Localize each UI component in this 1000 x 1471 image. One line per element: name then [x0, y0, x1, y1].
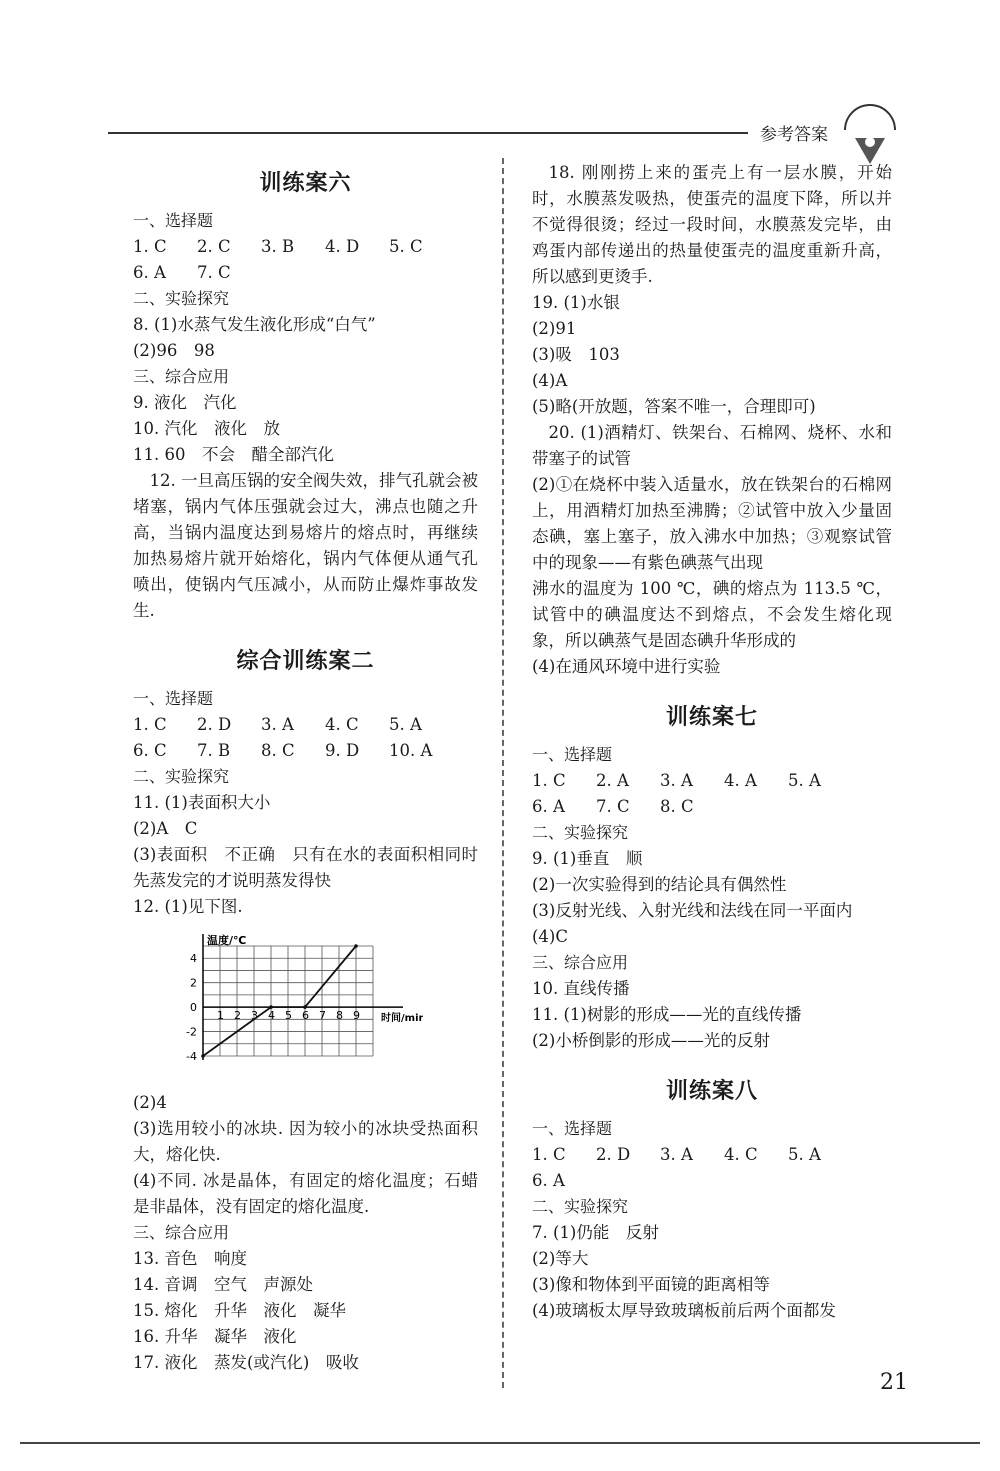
answer-item: 1. C: [532, 1145, 566, 1164]
section-heading: 二、实验探究: [532, 1197, 629, 1216]
answer-row: [133, 738, 478, 764]
right-column: [532, 160, 892, 1324]
answer-item: 1. C: [133, 237, 167, 256]
answer-paragraph: 18. 刚刚捞上来的蛋壳上有一层水膜，开始时，水膜蒸发吸热，使蛋壳的温度下降，所以并不觉得很烫；经过一段时间，水膜蒸发完毕，由鸡蛋内部传递出的热量使蛋壳的温度重新升高，所以感到更烫手.: [532, 163, 892, 286]
answer-line: 13. 音色 响度: [133, 1249, 247, 1268]
answer-item: 10. A: [389, 741, 433, 760]
x-tick-label: 8: [336, 1009, 343, 1023]
section-title: 综合训练案二: [236, 648, 375, 674]
answer-item: 4. D: [325, 237, 360, 256]
section-heading: 三、综合应用: [133, 367, 230, 386]
bottom-rule: [20, 1442, 980, 1444]
answer-item: 2. D: [596, 1145, 631, 1164]
answer-row: [532, 794, 892, 820]
section-heading: 二、实验探究: [532, 823, 629, 842]
answer-item: 5. A: [788, 1145, 821, 1164]
answer-line: 9. 液化 汽化: [133, 393, 237, 412]
left-column: [133, 160, 478, 1376]
answer-item: 6. C: [133, 741, 167, 760]
answer-line: (2)4: [133, 1093, 167, 1112]
answer-line: (3)反射光线、入射光线和法线在同一平面内: [532, 901, 853, 920]
answer-line: 11. 60 不会 醋全部汽化: [133, 445, 334, 464]
answer-line: 15. 熔化 升华 液化 凝华: [133, 1301, 346, 1320]
answer-line: 19. (1)水银: [532, 293, 620, 312]
x-axis-label: 时间/min: [381, 1013, 423, 1025]
answer-item: 6. A: [532, 1171, 565, 1190]
answer-line: 17. 液化 蒸发(或汽化) 吸收: [133, 1353, 359, 1372]
answer-row: [133, 712, 478, 738]
answer-paragraph: (4)不同. 冰是晶体，有固定的熔化温度；石蜡是非晶体，没有固定的熔化温度.: [133, 1171, 478, 1216]
data-point: [269, 1005, 273, 1009]
page-number: 21: [880, 1370, 908, 1395]
answer-line: 7. (1)仍能 反射: [532, 1223, 659, 1242]
answer-paragraph: 沸水的温度为 100 ℃，碘的熔点为 113.5 ℃，试管中的碘温度达不到熔点，不会发生熔化现象，所以碘蒸气是固态碘升华形成的: [532, 579, 892, 650]
answer-item: 4. C: [325, 715, 359, 734]
answer-line: (4)玻璃板太厚导致玻璃板前后两个面都发: [532, 1301, 836, 1320]
section-heading: 一、选择题: [532, 1119, 613, 1138]
y-tick-label: -4: [186, 1050, 197, 1063]
answer-item: 3. A: [660, 1145, 693, 1164]
answer-item: 5. C: [389, 237, 423, 256]
answer-line: (3)像和物体到平面镜的距离相等: [532, 1275, 770, 1294]
answer-line: (2)一次实验得到的结论具有偶然性: [532, 875, 787, 894]
column-divider: [502, 158, 504, 1388]
y-tick-label: -2: [186, 1025, 197, 1039]
section-heading: 一、选择题: [532, 745, 613, 764]
series-line: [203, 946, 356, 1056]
answer-line: 9. (1)垂直 顺: [532, 849, 643, 868]
answer-paragraph: (3)选用较小的冰块. 因为较小的冰块受热面积大，熔化快.: [133, 1119, 478, 1164]
answer-line: 8. (1)水蒸气发生液化形成“白气”: [133, 315, 376, 334]
answer-item: 2. A: [596, 771, 629, 790]
x-tick-label: 7: [319, 1009, 326, 1023]
answer-item: 2. C: [197, 237, 231, 256]
answer-item: 8. C: [261, 741, 295, 760]
answer-line: (2)等大: [532, 1249, 589, 1268]
answer-line: 11. (1)树影的形成——光的直线传播: [532, 1005, 802, 1024]
x-tick-label: 9: [353, 1009, 360, 1023]
answer-line: (5)略(开放题，答案不唯一，合理即可): [532, 397, 816, 416]
header-rule: [108, 132, 748, 134]
answer-row: [133, 234, 478, 260]
answer-line: 10. 汽化 液化 放: [133, 419, 280, 438]
answer-item: 9. D: [325, 741, 360, 760]
answer-item: 3. A: [660, 771, 693, 790]
section-title: 训练案八: [665, 1078, 758, 1104]
x-tick-label: 6: [302, 1009, 309, 1023]
data-point: [201, 1054, 205, 1058]
answer-line: (2)96 98: [133, 341, 215, 360]
y-tick-label: 4: [190, 952, 197, 966]
answer-item: 4. C: [724, 1145, 758, 1164]
answer-row: [532, 1168, 892, 1194]
section-heading: 三、综合应用: [532, 953, 629, 972]
answer-line: (4)A: [532, 371, 568, 390]
section-heading: 一、选择题: [133, 689, 214, 708]
answer-item: 3. A: [261, 715, 294, 734]
answer-line: (2)小桥倒影的形成——光的反射: [532, 1031, 770, 1050]
x-tick-label: 2: [234, 1009, 241, 1023]
section-title: 训练案七: [665, 704, 758, 730]
section-heading: 三、综合应用: [133, 1223, 230, 1242]
x-tick-label: 3: [251, 1009, 258, 1023]
answer-line: (2)A C: [133, 819, 198, 838]
answer-item: 6. A: [133, 263, 166, 282]
x-tick-label: 5: [285, 1009, 292, 1023]
answer-paragraph: (3)表面积 不正确 只有在水的表面积相同时先蒸发完的才说明蒸发得快: [133, 845, 478, 890]
temperature-time-chart: [163, 926, 423, 1076]
section-heading: 二、实验探究: [133, 767, 230, 786]
answer-item: 2. D: [197, 715, 232, 734]
data-point: [354, 944, 358, 948]
answer-line: 12. (1)见下图.: [133, 897, 243, 916]
answer-item: 4. A: [724, 771, 757, 790]
answer-line: 14. 音调 空气 声源处: [133, 1275, 313, 1294]
answer-item: 6. A: [532, 797, 565, 816]
section-title: 训练案六: [259, 170, 352, 196]
answer-line: (2)91: [532, 319, 577, 338]
answer-item: 5. A: [788, 771, 821, 790]
x-tick-label: 4: [268, 1009, 275, 1023]
answer-paragraph: 12. 一旦高压锅的安全阀失效，排气孔就会被堵塞，锅内气体压强就会过大，沸点也随之升高，当锅内温度达到易熔片的熔点时，再继续加热易熔片就开始熔化，锅内气体便从通气孔喷出，使锅内气压减小，从而防止爆炸事故发生.: [133, 471, 478, 620]
answer-item: 1. C: [133, 715, 167, 734]
answer-paragraph: 20. (1)酒精灯、铁架台、石棉网、烧杯、水和带塞子的试管: [532, 423, 892, 468]
answer-item: 7. C: [197, 263, 231, 282]
answer-item: 1. C: [532, 771, 566, 790]
answer-line: 11. (1)表面积大小: [133, 793, 271, 812]
x-tick-label: 1: [217, 1009, 224, 1023]
answer-line: (3)吸 103: [532, 345, 620, 364]
answer-row: [532, 1142, 892, 1168]
answer-row: [532, 768, 892, 794]
header-title: 参考答案: [760, 125, 828, 145]
section-heading: 二、实验探究: [133, 289, 230, 308]
answer-item: 7. B: [197, 741, 231, 760]
y-tick-label: 2: [190, 976, 197, 990]
answer-line: 16. 升华 凝华 液化: [133, 1327, 297, 1346]
y-tick-label: 0: [190, 1001, 197, 1015]
answer-line: (4)在通风环境中进行实验: [532, 657, 721, 676]
answer-item: 8. C: [660, 797, 694, 816]
answer-item: 5. A: [389, 715, 422, 734]
answer-line: (4)C: [532, 927, 568, 946]
answer-line: 10. 直线传播: [532, 979, 630, 998]
y-axis-label: 温度/℃: [207, 934, 247, 947]
data-point: [303, 1005, 307, 1009]
answer-row: [133, 260, 478, 286]
answer-item: 7. C: [596, 797, 630, 816]
section-heading: 一、选择题: [133, 211, 214, 230]
answer-item: 3. B: [261, 237, 295, 256]
answer-paragraph: (2)①在烧杯中装入适量水，放在铁架台的石棉网上，用酒精灯加热至沸腾；②试管中放入少量固态碘，塞上塞子，放入沸水中加热；③观察试管中的现象——有紫色碘蒸气出现: [532, 475, 892, 572]
